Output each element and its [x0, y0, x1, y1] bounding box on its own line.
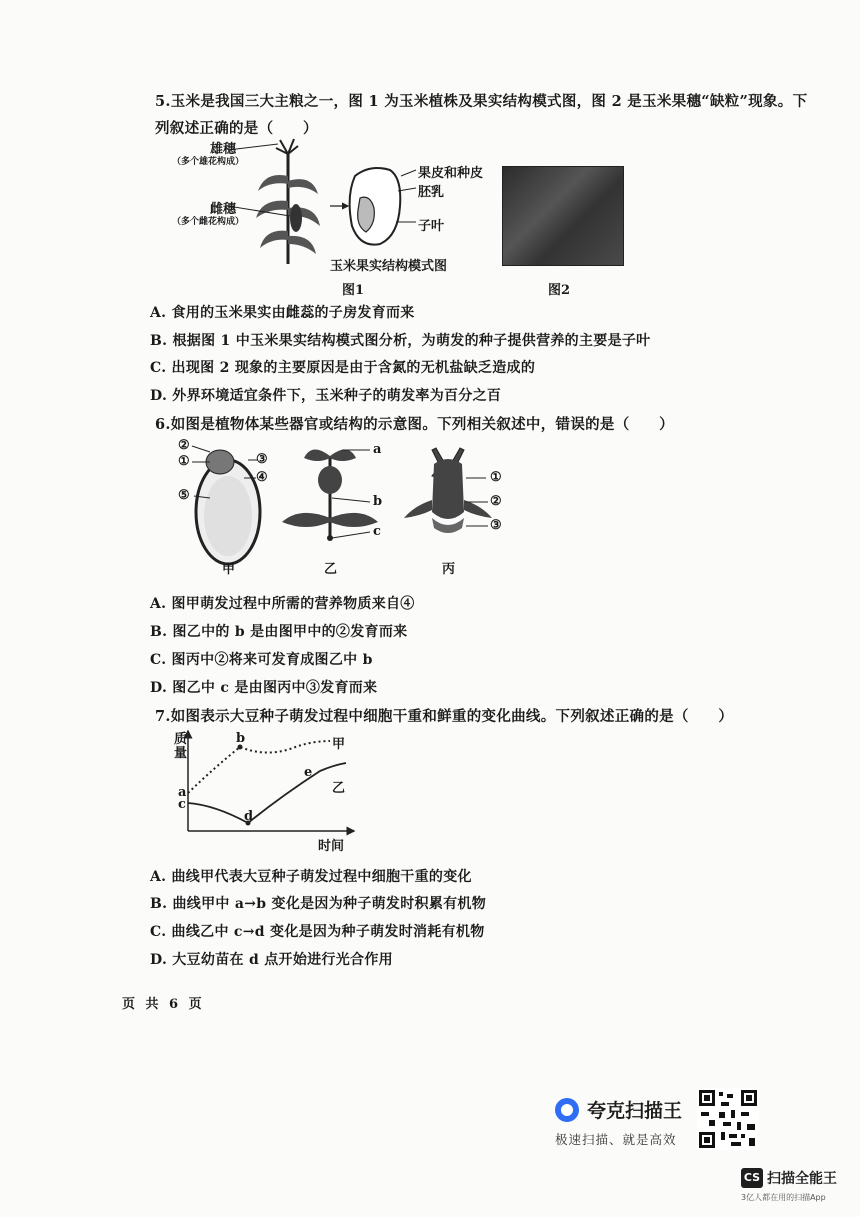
q7-option-b: B. 曲线甲中 a→b 变化是因为种子萌发时积累有机物 — [150, 896, 487, 912]
label-cotyledon: 子叶 — [418, 219, 445, 234]
point-label-a: a — [178, 785, 187, 800]
bing-label-1: ① — [490, 470, 502, 485]
bing-label-3: ③ — [490, 518, 502, 533]
quark-app-name: 夸克扫描王 — [587, 1100, 683, 1122]
jia-label-2: ② — [178, 438, 190, 453]
caption-yi: 乙 — [324, 562, 338, 577]
jia-label-1: ① — [178, 454, 190, 469]
q6-option-d: D. 图乙中 c 是由图丙中③发育而来 — [150, 680, 378, 696]
quark-tagline: 极速扫描、就是高效 — [555, 1132, 677, 1147]
q5-figure-1 — [170, 136, 500, 296]
series-jia-label: 甲 — [332, 737, 346, 752]
camscanner-tagline: 3亿人都在用的扫描App — [741, 1193, 826, 1202]
jia-label-4: ④ — [256, 470, 268, 485]
q5-option-c: C. 出现图 2 现象的主要原因是由于含氮的无机盐缺乏造成的 — [150, 360, 536, 376]
camscanner-logo-icon: CS — [741, 1168, 763, 1188]
qr-code-icon — [697, 1088, 759, 1150]
yi-label-b: b — [373, 494, 383, 509]
point-label-c: c — [178, 797, 186, 812]
q7-option-c: C. 曲线乙中 c→d 变化是因为种子萌发时消耗有机物 — [150, 924, 485, 940]
q6-option-b: B. 图乙中的 b 是由图甲中的②发育而来 — [150, 624, 408, 640]
bing-label-2: ② — [490, 494, 502, 509]
label-pericarp: 果皮和种皮 — [418, 166, 484, 181]
label-male-tassel-sub: （多个雄花构成） — [172, 157, 245, 167]
plant-structure-diagrams — [170, 436, 530, 576]
quark-logo-icon — [555, 1098, 579, 1122]
camscanner-app-name: 扫描全能王 — [767, 1171, 837, 1187]
quark-watermark — [555, 1088, 760, 1154]
q5-option-b: B. 根据图 1 中玉米果实结构模式图分析，为萌发的种子提供营养的主要是子叶 — [150, 333, 651, 349]
series-yi-label: 乙 — [332, 781, 346, 796]
y-axis-label: 质量 — [174, 732, 188, 761]
fig1-caption: 图1 — [342, 283, 365, 298]
label-female-ear-sub: （多个雌花构成） — [172, 217, 245, 227]
q5-stem-line1: 5.玉米是我国三大主粮之一，图 1 为玉米植株及果实结构模式图，图 2 是玉米果穗“缺粒”现象。下 — [155, 93, 808, 110]
yi-label-a: a — [373, 442, 382, 457]
q5-option-d: D. 外界环境适宜条件下，玉米种子的萌发率为百分之百 — [150, 388, 502, 404]
q5-option-a: A. 食用的玉米果实由雌蕊的子房发育而来 — [150, 305, 415, 321]
q7-stem: 7.如图表示大豆种子萌发过程中细胞干重和鲜重的变化曲线。下列叙述正确的是（ ） — [155, 708, 734, 725]
caption-jia: 甲 — [222, 562, 236, 577]
caption-bing: 丙 — [442, 562, 456, 577]
q5-stem-line2: 列叙述正确的是（ ） — [155, 120, 318, 137]
point-label-b: b — [236, 731, 246, 746]
label-fruit-caption: 玉米果实结构模式图 — [330, 259, 448, 274]
q7-option-a: A. 曲线甲代表大豆种子萌发过程中细胞干重的变化 — [150, 869, 472, 885]
page-footer: 页 共 6 页 — [122, 997, 205, 1012]
q6-option-a: A. 图甲萌发过程中所需的营养物质来自④ — [150, 596, 415, 612]
q6-stem: 6.如图是植物体某些器官或结构的示意图。下列相关叙述中，错误的是（ ） — [155, 416, 674, 433]
q7-chart — [170, 727, 370, 857]
point-label-e: e — [304, 765, 313, 780]
q6-figures — [170, 436, 530, 576]
q6-option-c: C. 图丙中②将来可发育成图乙中 b — [150, 652, 373, 668]
jia-label-3: ③ — [256, 452, 268, 467]
fig2-caption: 图2 — [548, 283, 571, 298]
corn-ear-photo — [502, 166, 624, 266]
point-label-d: d — [244, 809, 254, 824]
jia-label-5: ⑤ — [178, 488, 190, 503]
label-female-ear: 雌穗 — [210, 202, 237, 217]
camscanner-watermark — [741, 1166, 851, 1206]
label-endosperm: 胚乳 — [418, 185, 445, 200]
q7-option-d: D. 大豆幼苗在 d 点开始进行光合作用 — [150, 952, 393, 968]
x-axis-label: 时间 — [318, 839, 345, 854]
label-male-tassel: 雄穗 — [210, 142, 237, 157]
yi-label-c: c — [373, 524, 381, 539]
